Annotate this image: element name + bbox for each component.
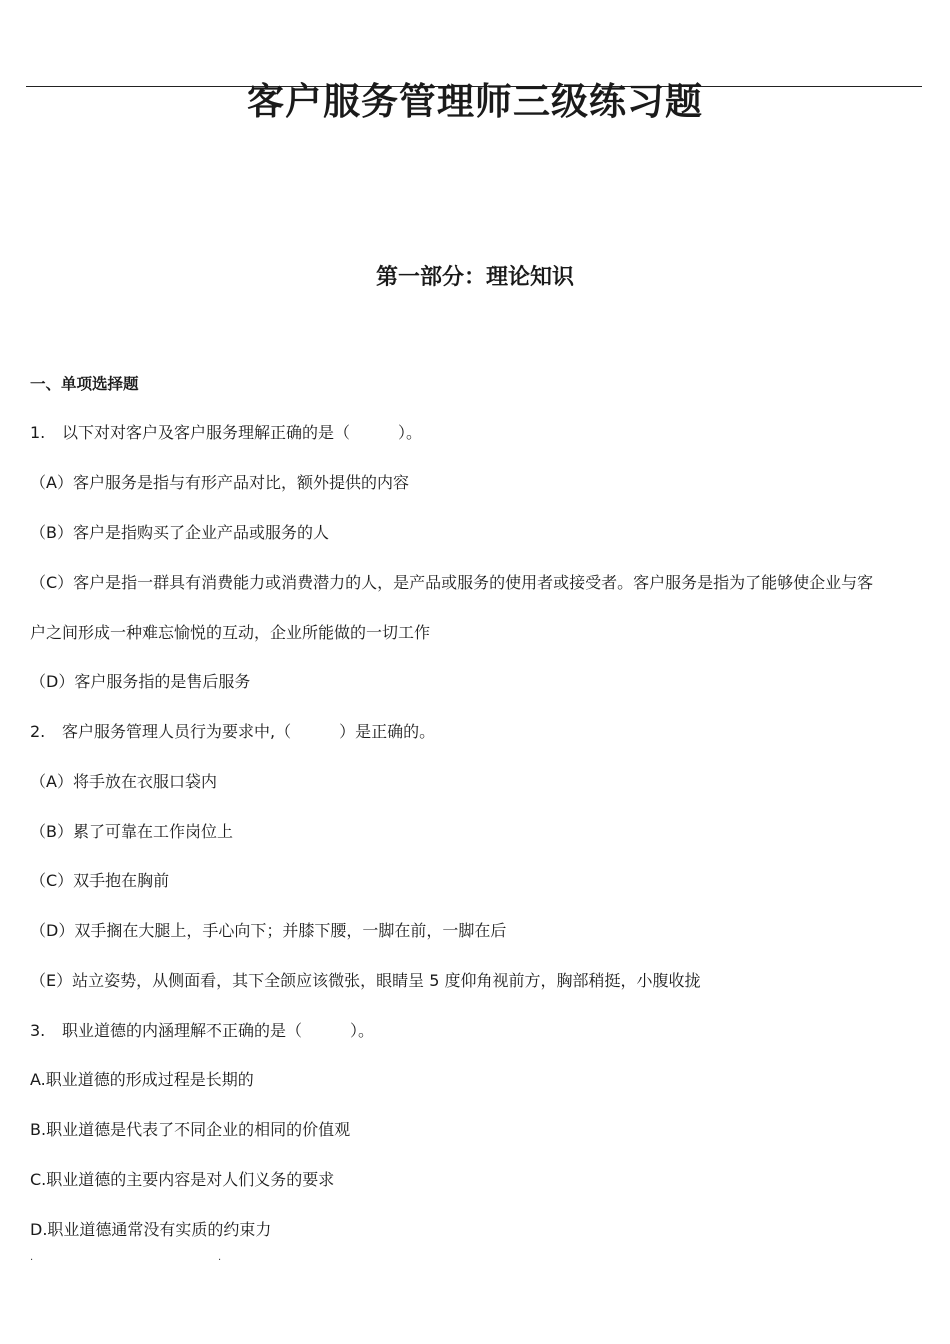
document-title: 客户服务管理师三级练习题 <box>247 80 703 123</box>
question-stem: 以下对对客户及客户服务理解正确的是（ ）。 <box>62 423 423 442</box>
option-line: （C）双手抱在胸前 <box>30 871 170 890</box>
footer-mark: . <box>30 1252 34 1263</box>
option-line: （D）双手搁在大腿上，手心向下；并膝下腰，一脚在前，一脚在后 <box>30 921 507 940</box>
question-1-stem-line <box>30 421 422 445</box>
question-number: 3. <box>30 1021 46 1040</box>
option-line-continued: 户之间形成一种难忘愉悦的互动，企业所能做的一切工作 <box>30 623 431 642</box>
option-line: B.职业道德是代表了不同企业的相同的价值观 <box>30 1120 351 1139</box>
option-line: （C）客户是指一群具有消费能力或消费潜力的人，是产品或服务的使用者或接受者。客户服务是指为了能够使企业与客 <box>30 573 874 592</box>
question-stem: 客户服务管理人员行为要求中,（ ）是正确的。 <box>62 722 436 741</box>
option-line: （E）站立姿势，从侧面看，其下全颌应该微张，眼睛呈 5 度仰角视前方，胸部稍挺，小腹收拢 <box>30 971 701 990</box>
question-2-stem-line <box>30 720 435 744</box>
option-line: （B）累了可靠在工作岗位上 <box>30 822 233 841</box>
footer-mark: . <box>218 1252 222 1263</box>
question-stem: 职业道德的内涵理解不正确的是（ ）。 <box>62 1021 375 1040</box>
option-line: （A）将手放在衣服口袋内 <box>30 772 217 791</box>
question-3-stem-line <box>30 1019 374 1043</box>
option-line: D.职业道德通常没有实质的约束力 <box>30 1220 272 1239</box>
option-line: （D）客户服务指的是售后服务 <box>30 672 251 691</box>
option-line: A.职业道德的形成过程是长期的 <box>30 1070 254 1089</box>
part-title: 第一部分：理论知识 <box>375 265 574 290</box>
option-line: C.职业道德的主要内容是对人们义务的要求 <box>30 1170 335 1189</box>
section-heading: 一、单项选择题 <box>30 375 139 393</box>
option-line: （B）客户是指购买了企业产品或服务的人 <box>30 523 329 542</box>
question-number: 2. <box>30 722 46 741</box>
option-line: （A）客户服务是指与有形产品对比，额外提供的内容 <box>30 473 409 492</box>
question-number: 1. <box>30 423 46 442</box>
